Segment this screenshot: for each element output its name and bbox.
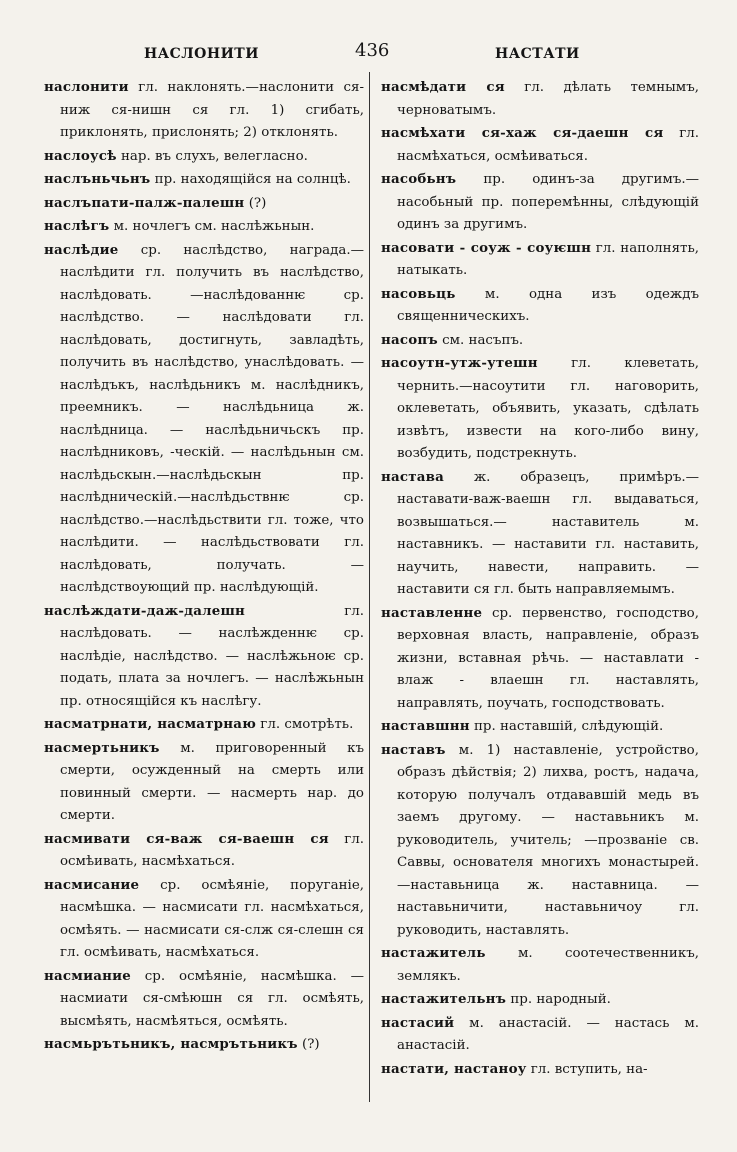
dictionary-entry [44,600,364,714]
dictionary-entry [44,192,364,216]
dictionary-entry [381,1058,699,1082]
dictionary-entry [381,283,699,329]
entry-definition: пр. находящійся на солнцѣ. [150,172,351,187]
entry-headword: насмѣхати ся-хаж ся-даешн ся [381,125,664,141]
header-right-word: НАСТАТИ [495,46,580,62]
entry-headword: наслъньчьнъ [44,171,151,187]
entry-definition: ср. первенство, господство, верховная власть, направленіе, образъ жизни, вставная рѣчь. — наставлати - влаж - влаешн гл. наставлять, направлять, поучать, господствовать. [397,605,699,711]
dictionary-entry [44,76,364,145]
entry-headword: настажительнъ [381,991,507,1007]
dictionary-entry [381,168,699,237]
entry-definition: ср. осмѣяніе, поруганіе, насмѣшка. — насмисати гл. насмѣхаться, осмѣять. — насмисати ся-слж ся-слешн ся гл. осмѣивать, насмѣхаться. [60,877,364,960]
page-number: 436 [355,40,390,61]
entry-definition: м. ночлегъ см. наслѣжьнын. [109,219,315,234]
dictionary-entry [44,1033,364,1057]
dictionary-entry [44,168,364,192]
entry-definition: пр. наставшій, слѣдующій. [469,719,664,734]
column-divider [369,72,370,1102]
header-left-word: НАСЛОНИТИ [144,46,259,62]
entry-definition: пр. одинъ-за другимъ.—насобьный пр. поперемѣнны, слѣдующій одинъ за другимъ. [397,172,699,232]
dictionary-entry [381,602,699,716]
entry-definition: ср. наслѣдство, награда.— наслѣдити гл. получить въ наслѣдство, наслѣдовать. —наслѣдованнѥ ср. наслѣдство. — наслѣдовати гл. наслѣдовать, достигнуть, завладѣть, получить въ наслѣдство, унаслѣдовать. — наслѣдъкъ, наслѣдьникъ м. наслѣдникъ, преемникъ. — наслѣдьница ж. наслѣдница. — наслѣдьничьскъ пр. наслѣдниковъ, -ческій. — наслѣдьнын см. наслѣдьскын.—наслѣдьскын пр. наслѣдническій.—наслѣдьствнѥ ср. наслѣдство.—наслѣдьствити гл. тоже, что наслѣдити. — наслѣдьствовати гл. наслѣдовать, получать. — наслѣдствоующий пр. наслѣдующій. [60,242,364,595]
dictionary-entry [44,737,364,828]
entry-definition: гл. насмѣхаться, осмѣиваться. [397,126,699,164]
dictionary-entry [381,237,699,283]
entry-headword: наставленне [381,604,483,621]
entry-definition: м. соотечественникъ, землякъ. [397,946,699,984]
entry-headword: наслѣждати-даж-далешн [44,602,246,619]
entry-headword: насматрнати, насматрнаю [44,716,257,732]
entry-headword: насмьрътьникъ, насмрътьникъ [44,1036,298,1052]
entry-definition: гл. наслѣдовать. — наслѣжденнѥ ср. наслѣдіе, наслѣдство. — наслѣжьноѥ ср. подать, плата за ночлегъ. — наслѣжьнын пр. относящійся къ наслѣгу. [60,603,364,709]
right-column [381,76,699,1081]
entry-headword: насмивати ся-важ ся-ваешн ся [44,830,329,847]
entry-headword: насмѣдати ся [381,79,505,95]
entry-definition: (?) [297,1037,320,1052]
entry-definition: нар. въ слухъ, велегласно. [116,148,308,164]
entry-definition: гл. осмѣивать, насмѣхаться. [60,831,364,869]
entry-definition: м. одна изъ одеждъ священническихъ. [397,286,699,324]
entry-headword: наставшнн [381,718,470,734]
entry-definition: гл. смотрѣть. [256,717,354,732]
entry-headword: настажитель [381,945,486,961]
dictionary-entry [381,988,699,1012]
dictionary-entry [381,942,699,988]
entry-headword: насмисание [44,876,140,893]
entry-headword: насовьць [381,285,456,302]
entry-definition: гл. дѣлать темнымъ, черноватымъ. [397,80,699,118]
entry-headword: наслонити [44,79,129,95]
entry-headword: наслѣгъ [44,218,110,234]
entry-definition: гл. вступить, на- [526,1061,648,1077]
entry-headword: насобьнъ [381,171,457,187]
entry-headword: насоутн-утж-утешн [381,355,538,371]
entry-definition: ж. образецъ, примѣръ.— наставати-важ-ваешн гл. выдаваться, возвышаться.— наставитель м. наставникъ. — наставити гл. наставить, научить, навести, направить. — наставити ся гл. быть направляемымъ. [397,469,699,597]
entry-definition: пр. народный. [506,992,611,1007]
dictionary-entry [381,76,699,122]
entry-headword: насмиание [44,967,131,984]
entry-headword: насовати - соуж - соуѥшн [381,239,592,256]
dictionary-entry [381,1012,699,1058]
entry-headword: наставъ [381,741,446,758]
entry-definition: (?) [244,195,267,211]
entry-headword: настава [381,468,444,485]
entry-definition: гл. наполнять, натыкать. [397,240,699,278]
dictionary-entry [381,739,699,943]
entry-definition: м. 1) наставленіе, устройство, образъ дѣйствія; 2) лихва, ростъ, надача, которую получалъ отдававшій медь въ заемъ другому. — наставьникъ м. руководитель, учитель; —прозваніе св. Саввы, основателя многихъ монастырей.—наставьница ж. наставница. — наставьничити, наставьничоу гл. руководить, наставлять. [397,742,699,938]
dictionary-entry [44,145,364,169]
entry-headword: наслѣдие [44,241,119,258]
dictionary-entry [381,122,699,168]
dictionary-entry [44,828,364,874]
entry-definition: гл. наклонять.—наслонити ся-ниж ся-нишн ся гл. 1) сгибать, приклонять, прислонять; 2) отклонять. [60,80,364,140]
entry-headword: насмертьникъ [44,739,160,756]
entry-headword: настасий [381,1014,455,1031]
entry-definition: см. насъпъ. [437,332,524,348]
dictionary-entry [381,329,699,353]
entry-headword: наслъпати-палж-палешн [44,194,245,211]
entry-headword: настати, настаноу [381,1060,527,1077]
dictionary-entry [381,715,699,739]
dictionary-entry [44,874,364,965]
dictionary-entry [44,239,364,600]
dictionary-entry [44,965,364,1034]
entry-definition: ср. осмѣяніе, насмѣшка. — насмиати ся-смѣюшн ся гл. осмѣять, высмѣять, насмѣяться, осмѣять. [60,968,364,1029]
entry-headword: насопъ [381,331,438,348]
page-header [40,40,697,66]
entry-definition: м. анастасій. — настась м. анастасій. [397,1015,699,1053]
left-column [44,76,364,1057]
entry-definition: гл. клеветать, чернить.—насоутити гл. наговорить, оклеветать, объявить, указать, сдѣлать извѣтъ, извести на кого-либо вину, возбудить, подстрекнуть. [397,356,699,461]
dictionary-entry [381,352,699,466]
dictionary-entry [381,466,699,602]
dictionary-entry [44,215,364,239]
entry-headword: наслоусѣ [44,147,117,164]
entry-definition: м. приговоренный къ смерти, осужденный на смерть или повинный смерти. — насмерть нар. до смерти. [60,740,364,823]
dictionary-entry [44,713,364,737]
